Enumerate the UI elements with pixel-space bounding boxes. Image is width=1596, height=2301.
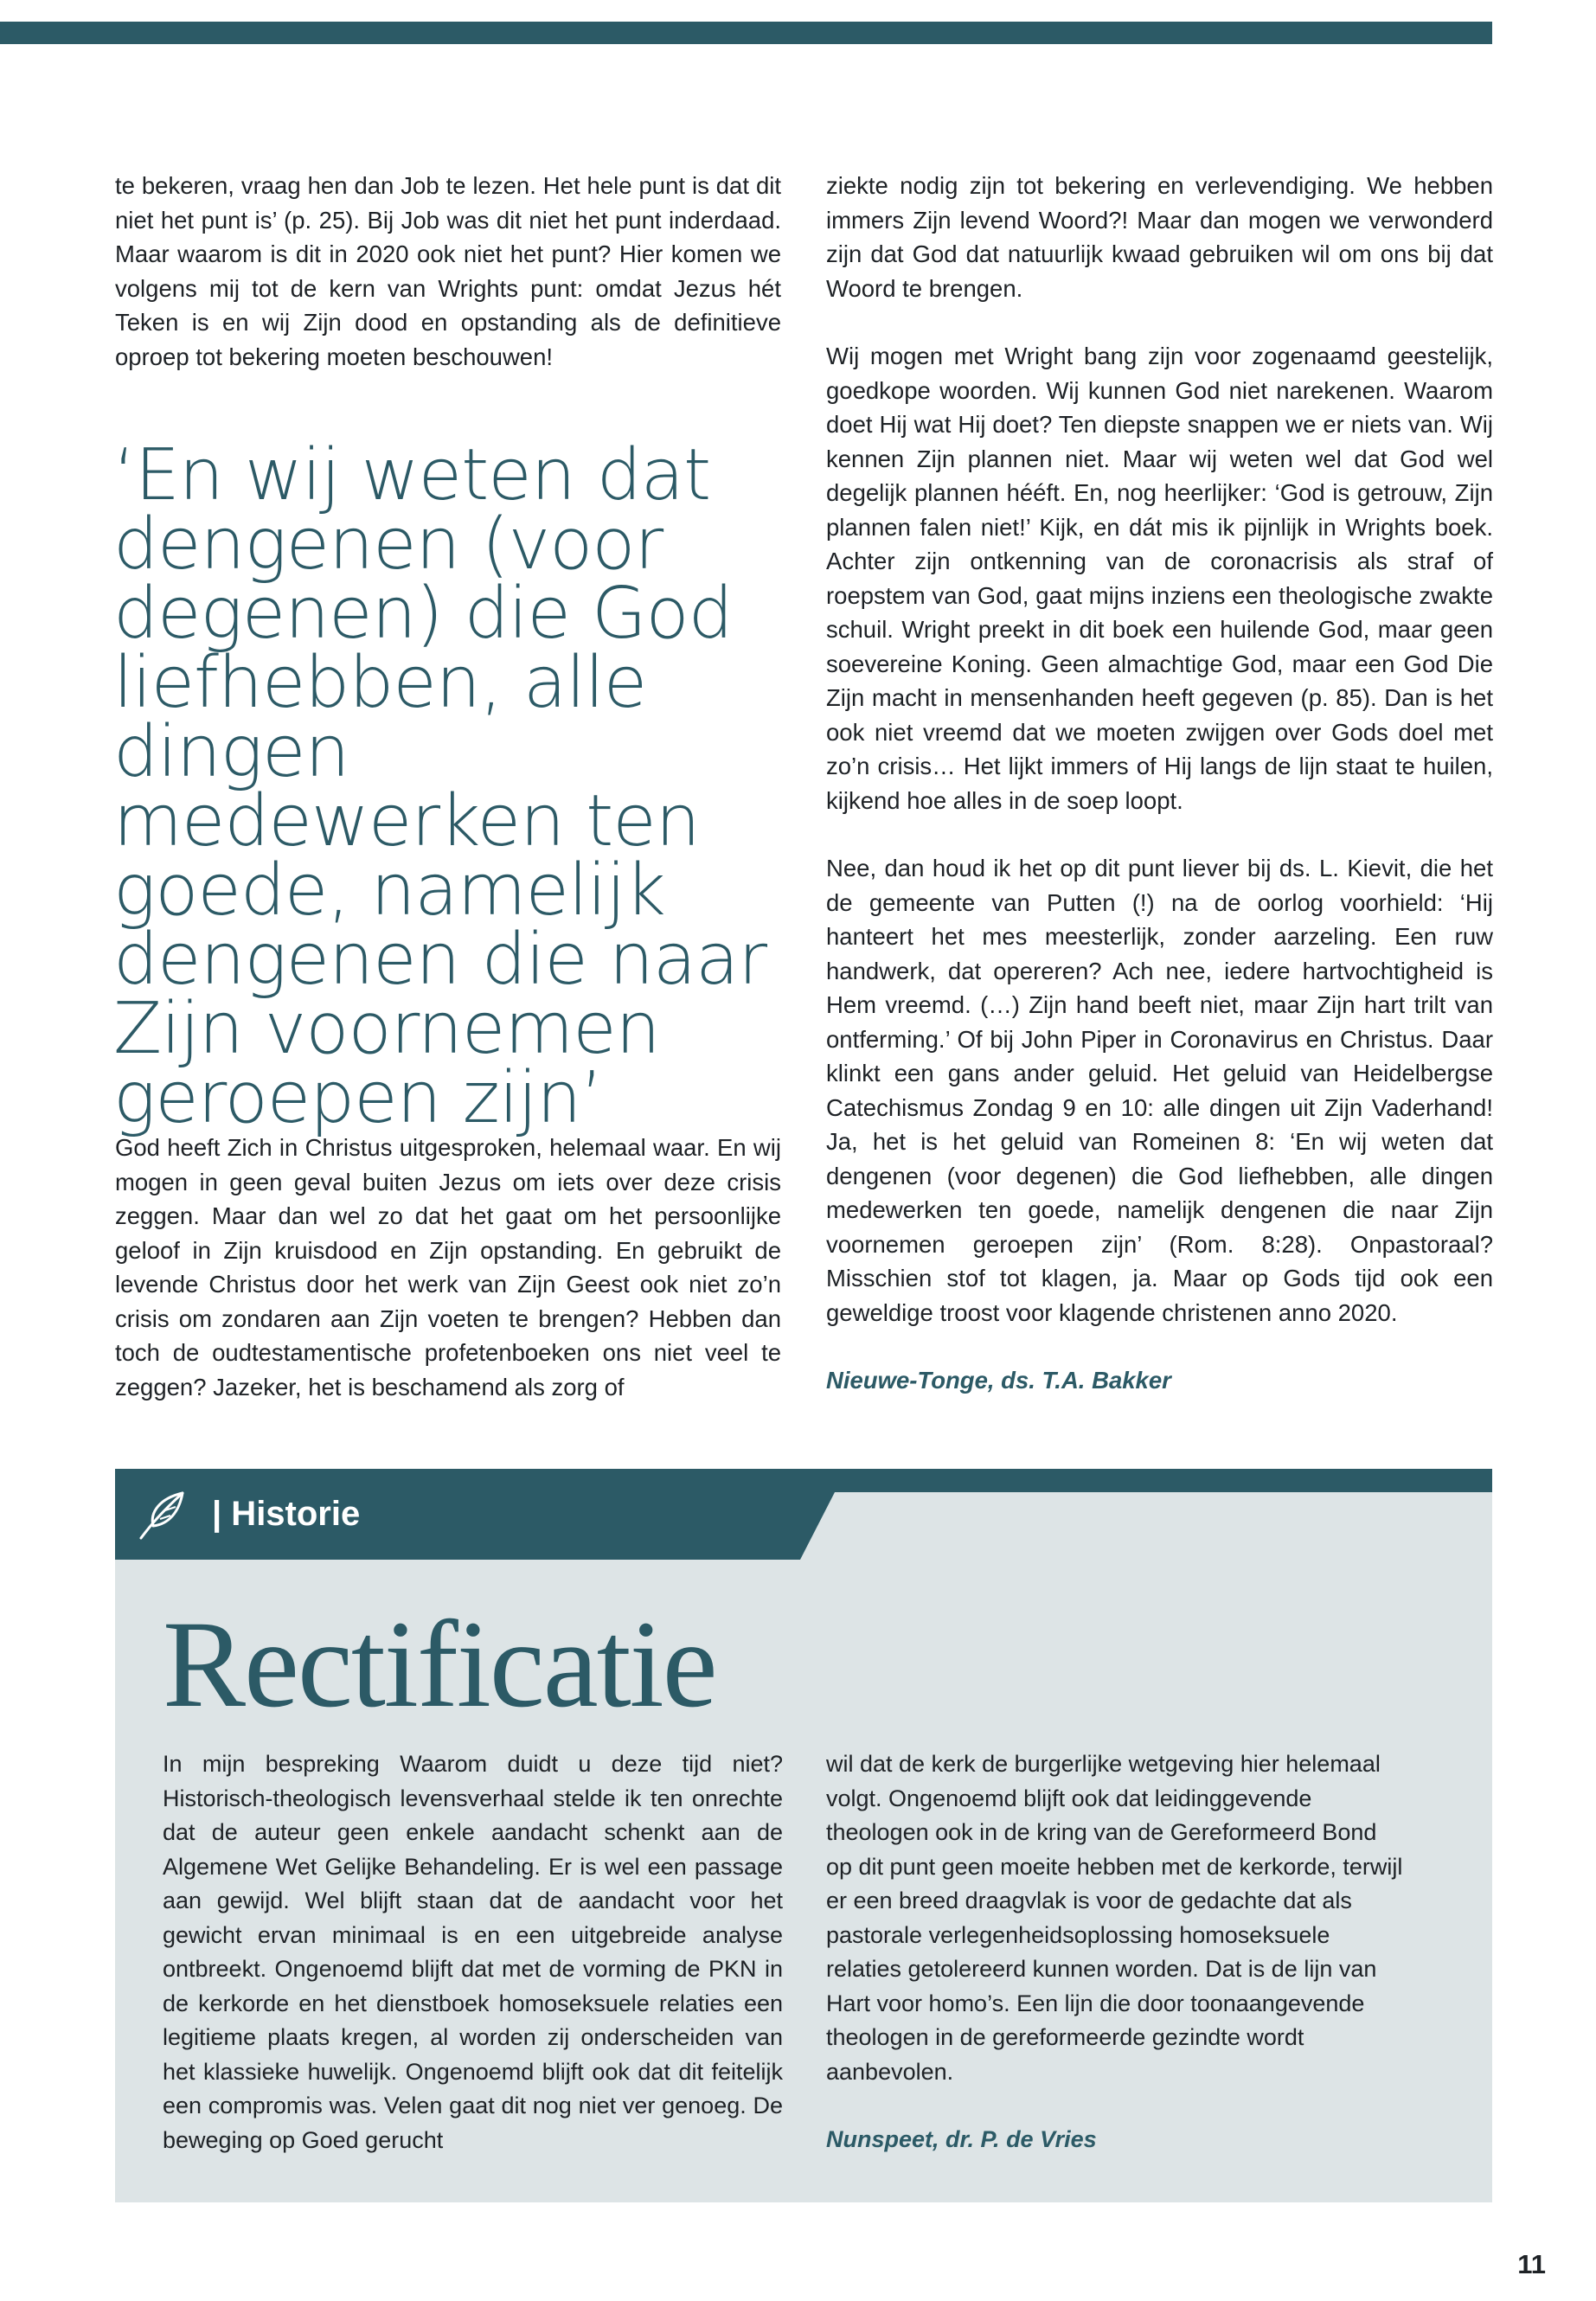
article-left-column-top	[115, 169, 781, 374]
section-headline: Rectificatie	[163, 1596, 716, 1734]
paragraph: ziekte nodig zijn tot bekering en verlevendiging. We hebben immers Zijn levend Woord?! Maar dan mogen we verwonderd zijn dat God dat natuurlijk kwaad gebruiken wil om ons bij dat Woord te brengen.	[826, 172, 1493, 302]
section-header-tab	[115, 1469, 1492, 1560]
paragraph: God heeft Zich in Christus uitgesproken, helemaal waar. En wij mogen in geen geval buiten Jezus om iets over deze crisis zeggen. Maar dan wel zo dat het gaat om het persoonlijke geloof in Zijn kruisdood en Zijn opstanding. En gebruikt de levende Christus door het werk van Zijn Geest ook niet zo’n crisis om zondaren aan Zijn voeten te brengen? Hebben dan toch de oudtestamentische profetenboeken ons niet veel te zeggen? Jazeker, het is beschamend als zorg of	[115, 1134, 781, 1400]
pull-quote: ‘En wij weten dat dengenen (voor degenen) die God liefhebben, alle dingen medewerken ten goede, namelijk dengenen die naar Zijn voornemen geroepen zijn’	[113, 434, 767, 1139]
paragraph: In mijn bespreking Waarom duidt u deze tijd niet? Historisch-theologisch levensverhaal stelde ik ten onrechte dat de auteur geen enkele aandacht schenkt aan de Algemene Wet Gelijke Behandeling. Er is wel een passage aan gewijd. Wel blijft staan dat de aandacht voor het gewicht ervan minimaal is en een uitgebreide analyse ontbreekt. Ongenoemd blijft dat met de vorming de PKN in de kerkorde en het dienstboek homoseksuele relaties een legitieme plaats kregen, al worden zij onderscheiden van het klassieke huwelijk. Ongenoemd blijft ook dat dit feitelijk een compromis was. Velen gaat dit nog niet ver genoeg. De beweging op Goed gerucht	[163, 1751, 783, 2153]
paragraph: wil dat de kerk de burgerlijke wetgeving hier helemaal volgt. Ongenoemd blijft ook dat leidinggevende theologen ook in de kring van de Gereformeerd Bond op dit punt geen moeite hebben met de kerkorde, terwijl er een breed draagvlak is voor de gedachte dat als pastorale verlegenheidsoplossing homoseksuele relaties getolereerd kunnen worden. Dat is de lijn van Hart voor homo’s. Een lijn die door toonaangevende theologen in de gereformeerde gezindte wordt aanbevolen.	[826, 1751, 1403, 2085]
top-accent-bar	[0, 22, 1492, 44]
article-left-column-bottom	[115, 1131, 781, 1404]
article-signature: Nieuwe-Tonge, ds. T.A. Bakker	[826, 1367, 1171, 1394]
page-number: 11	[1517, 2249, 1546, 2279]
section-right-column	[826, 1747, 1406, 2157]
section-left-column	[163, 1747, 783, 2157]
paragraph: Wij mogen met Wright bang zijn voor zogenaamd geestelijk, goedkope woorden. Wij kunnen God niet narekenen. Waarom doet Hij wat Hij doet? Ten diepste snappen we er niets van. Wij kennen Zijn plannen niet. Maar wij weten wel dat God wel degelijk plannen hééft. En, nog heerlijker: ‘God is getrouw, Zijn plannen falen niet!’ Kijk, en dát mis ik pijnlijk in Wrights boek. Achter zijn ontkenning van de coronacrisis als straf of roepstem van God, gaat mijns inziens een theologische zwakte schuil. Wright preekt in dit boek een huilende God, maar geen soevereine Koning. Geen almachtige God, maar een God Die Zijn macht in mensenhanden heeft gegeven (p. 85). Dan is het ook niet vreemd dat we moeten zwijgen over Gods doel met zo’n crisis… Het lijkt immers of Hij langs de lijn staat te huilen, kijkend hoe alles in de soep loopt.	[826, 343, 1493, 814]
section-label: | Historie	[212, 1495, 361, 1533]
section-signature: Nunspeet, dr. P. de Vries	[826, 2126, 1097, 2152]
paragraph: Nee, dan houd ik het op dit punt liever bij ds. L. Kievit, die het de gemeente van Putten (!) na de oorlog voorhield: ‘Hij hanteert het mes meesterlijk, zonder aarzeling. Een ruw handwerk, dat opereren? Ach nee, iedere hartvochtigheid is Hem vreemd. (…) Zijn hand beeft niet, maar Zijn hart trilt van ontferming.’ Of bij John Piper in Coronavirus en Christus. Daar klinkt een gans ander geluid. Het geluid van Heidelbergse Catechismus Zondag 9 en 10: alle dingen uit Zijn Vaderhand! Ja, het is het geluid van Romeinen 8: ‘En wij weten dat dengenen (voor degenen) die God liefhebben, alle dingen medewerken ten goede, namelijk dengenen die naar Zijn voornemen geroepen zijn’ (Rom. 8:28). Onpastoraal? Misschien stof tot klagen, ja. Maar op Gods tijd ook een geweldige troost voor klagende christenen anno 2020.	[826, 855, 1493, 1326]
article-right-column	[826, 169, 1493, 1398]
paragraph: te bekeren, vraag hen dan Job te lezen. Het hele punt is dat dit niet het punt is’ (p. 25). Bij Job was dit niet het punt inderdaad. Maar waarom is dit in 2020 ook niet het punt? Hier komen we volgens mij tot de kern van Wrights punt: omdat Jezus hét Teken is en wij Zijn dood en opstanding als de definitieve oproep tot bekering moeten beschouwen!	[115, 172, 781, 370]
feather-icon	[134, 1486, 191, 1543]
